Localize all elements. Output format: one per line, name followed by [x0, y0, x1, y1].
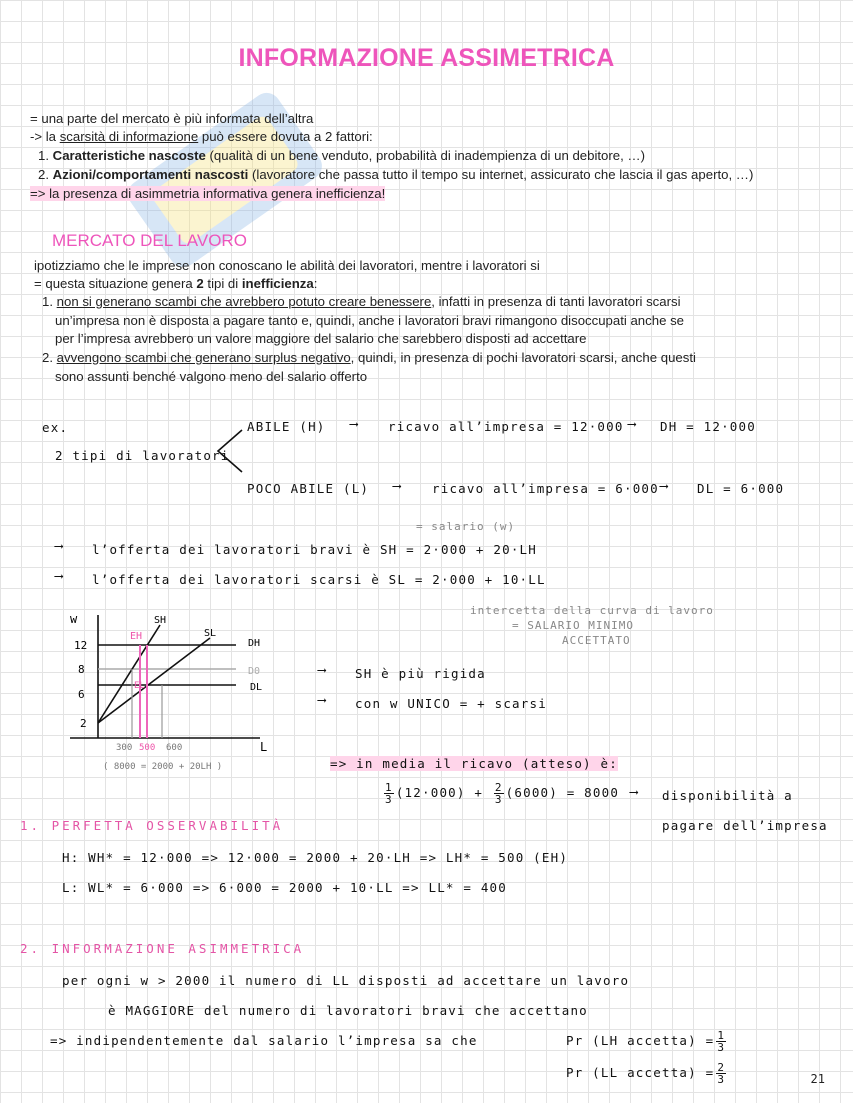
arrow-icon: ⟶: [628, 416, 637, 431]
arrow-icon: ⟶: [55, 538, 64, 553]
intro-item-1: 1. Caratteristiche nascoste (qualità di un bene venduto, probabilità di inadempienza di un debitore, …): [38, 148, 646, 163]
probability-skilled: Pr (LH accetta) = $\frac{1}{3}$: [566, 1029, 726, 1054]
arrow-icon: ⟶: [318, 692, 327, 707]
note-single-wage: con w UNICO = + scarsi: [355, 696, 547, 711]
abile-label: ABILE (H): [247, 419, 326, 434]
note-availability: disponibilità a: [662, 788, 793, 803]
intro-item-2: 2. Azioni/comportamenti nascosti (lavoratore che passa tutto il tempo su internet, assicurato che lascia il gas aperto, …): [38, 167, 754, 182]
note-rigid: SH è più rigida: [355, 666, 486, 681]
section-heading-perfect-observability: 1. PERFETTA OSSERVABILITÀ: [20, 818, 284, 833]
example-worker-types: 2 tipi di lavoratori: [55, 448, 230, 463]
y-tick-12: 12: [74, 639, 88, 652]
el-label: EL: [134, 681, 145, 691]
graph-caption: ( 8000 = 2000 + 20LH ): [103, 762, 223, 772]
sl-label: SL: [204, 628, 217, 639]
brace-bracket: [214, 428, 246, 474]
abile-demand: DH = 12·000: [660, 419, 756, 434]
section-heading-labor-market: MERCATO DEL LAVORO: [52, 231, 247, 250]
note-average-revenue: => in media il ricavo (atteso) è:: [330, 756, 618, 771]
expected-revenue-calculation: $\frac{1}{3}$ (12·000) + $\frac{2}{3}$ (6000) = 8000: [385, 781, 620, 806]
section-heading-asymmetric-info: 2. INFORMAZIONE ASIMMETRICA: [20, 941, 305, 956]
intercept-note-1: intercetta della curva di lavoro: [470, 604, 714, 617]
supply-skilled-curve: [98, 625, 160, 723]
dh-label: DH: [248, 638, 261, 649]
y-tick-2: 2: [80, 717, 87, 730]
x-tick-300: 300: [116, 743, 133, 753]
labor-item-1: 1. non si generano scambi che avrebbero potuto creare benessere, infatti in presenza di tanti lavoratori scarsi: [42, 294, 681, 309]
poco-abile-revenue: ricavo all’impresa = 6·000: [432, 481, 659, 496]
y-tick-6: 6: [78, 688, 85, 701]
axis-w-label: w: [70, 612, 78, 626]
poco-abile-label: POCO ABILE (L): [247, 481, 370, 496]
eh-label: EH: [130, 631, 143, 642]
arrow-icon: ⟶: [393, 478, 402, 493]
x-tick-600: 600: [166, 743, 183, 753]
labor-item-2: 2. avvengono scambi che generano surplus negativo, quindi, in presenza di pochi lavoratori scarsi, anche questi: [42, 350, 696, 365]
abile-revenue: ricavo all’impresa = 12·000: [388, 419, 624, 434]
y-tick-8: 8: [78, 663, 85, 676]
supply-unskilled-curve: [98, 638, 210, 723]
note-company-pay: pagare dell’impresa: [662, 818, 828, 833]
sh-label: SH: [154, 615, 167, 626]
labor-market-graph: [60, 605, 280, 775]
intro-line-1: = una parte del mercato è più informata dell’altra: [30, 111, 314, 126]
labor-item-1-line-3: per l’impresa avrebbero un valore maggiore del salario che sarebbero disposti ad accettare: [55, 331, 587, 346]
intercept-note-3: ACCETTATO: [562, 634, 631, 647]
offer-skilled: l’offerta dei lavoratori bravi è SH = 2·000 + 20·LH: [92, 542, 538, 557]
labor-item-2-line-2: sono assunti benché valgono meno del salario offerto: [55, 369, 368, 384]
arrow-icon: ⟶: [350, 416, 359, 431]
equilibrium-unskilled: L: WL* = 6·000 => 6·000 = 2000 + 10·LL => LL* = 400: [62, 880, 508, 895]
arrow-icon: ⟶: [660, 478, 669, 493]
labor-item-1-line-2: un’impresa non è disposta a pagare tanto e, quindi, anche i lavoratori bravi rimangono disoccupati anche se: [55, 313, 684, 328]
dl-label: DL: [250, 682, 263, 693]
d0-label: D0: [248, 666, 261, 677]
arrow-icon: ⟶: [318, 662, 327, 677]
asym-line-3: => indipendentemente dal salario l’impresa sa che: [50, 1033, 478, 1048]
salario-note: = salario (w): [416, 520, 516, 533]
asym-line-2: è MAGGIORE del numero di lavoratori bravi che accettano: [108, 1003, 588, 1018]
poco-abile-demand: DL = 6·000: [697, 481, 785, 496]
page-number: 21: [810, 1072, 825, 1086]
intro-line-2: -> la scarsità di informazione può essere dovuta a 2 fattori:: [30, 129, 373, 144]
labor-paragraph-1: ipotizziamo che le imprese non conoscano le abilità dei lavoratori, mentre i lavoratori si: [34, 258, 540, 273]
labor-paragraph-2: = questa situazione genera 2 tipi di inefficienza:: [34, 276, 318, 291]
probability-unskilled: Pr (LL accetta) = $\frac{2}{3}$: [566, 1061, 726, 1086]
intercept-note-2: = SALARIO MINIMO: [512, 619, 634, 632]
arrow-icon: ⟶: [630, 784, 639, 799]
example-label: ex.: [42, 420, 69, 435]
arrow-icon: ⟶: [55, 568, 64, 583]
equilibrium-skilled: H: WH* = 12·000 => 12·000 = 2000 + 20·LH => LH* = 500 (EH): [62, 850, 569, 865]
offer-unskilled: l’offerta dei lavoratori scarsi è SL = 2·000 + 10·LL: [92, 572, 546, 587]
x-tick-500: 500: [139, 743, 156, 753]
asym-line-1: per ogni w > 2000 il numero di LL disposti ad accettare un lavoro: [62, 973, 630, 988]
axis-l-label: L: [260, 740, 268, 754]
page-title: INFORMAZIONE ASSIMETRICA: [238, 44, 615, 72]
intro-conclusion: => la presenza di asimmetria informativa genera inefficienza!: [30, 186, 386, 201]
